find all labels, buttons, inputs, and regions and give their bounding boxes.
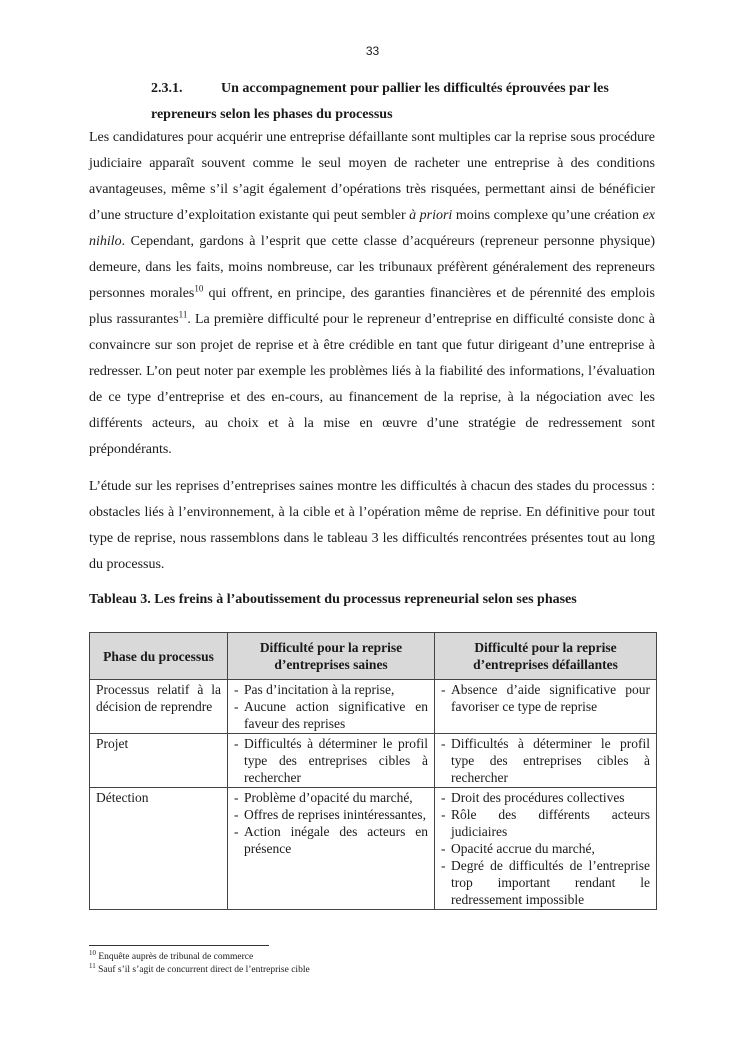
list-item: - Difficultés à déterminer le profil type des entreprises cibles à rechercher [234,735,428,786]
list-item: - Offres de reprises inintéressantes, [234,806,428,823]
section-heading [151,76,656,128]
list-item: - Degré de difficultés de l’entreprise trop important rendant le redressement impossible [441,857,650,908]
table-row [90,788,657,910]
footnote-ref-10[interactable]: 10 [194,283,204,294]
saines-cell [228,788,435,910]
list-item: - Rôle des différents acteurs judiciaires [441,806,650,840]
phase-cell: Projet [90,734,228,788]
italic-term: à priori [409,208,453,223]
footnote-ref-11[interactable]: 11 [178,309,188,320]
paragraph-text: . La première difficulté pour le repreneur d’entreprise en difficulté consiste donc à convaincre sur son projet de reprise et à être crédible en tant que futur dirigeant d’une entreprise à redresser. L’on peut noter par exemple les problèmes liés à la fiabilité des informations, l’évaluation de ce type d’entreprise et des en-cours, au financement de la reprise, à la négociation avec les différents acteurs, au choix et à la mise en œuvre d’une stratégie de redressement sont prépondérants. [89,312,655,457]
page-number: 33 [365,44,380,58]
list-item: - Droit des procédures collectives [441,789,650,806]
paragraph-text: moins complexe qu’une création [452,208,643,223]
phase-cell: Détection [90,788,228,910]
footnote-number: 11 [89,961,96,970]
obstacles-table [89,632,657,910]
paragraph-text: . Cependant, gardons à l’esprit que cette classe d’acquéreurs (repreneur personne physique) demeure, dans les faits, moins nombreuse, car les tribunaux préfèrent généralement des repreneurs personnes morales [89,234,655,301]
section-number: 2.3.1. [151,81,183,96]
table-caption: Tableau 3. Les freins à l’aboutissement du processus repreneurial selon ses phases [89,592,577,607]
footnote-text: Sauf s’il s’agit de concurrent direct de l’entreprise cible [98,965,310,975]
table-row [90,680,657,734]
paragraph-text: qui offrent, en principe, des garanties financières et de pérennité des emplois plus rassurantes [89,286,655,327]
saines-cell [228,680,435,734]
defaillantes-cell [435,680,657,734]
footnotes [89,948,310,977]
paragraph-text: Les candidatures pour acquérir une entreprise défaillante sont multiples car la reprise sous procédure judiciaire apparaît souvent comme le seul moyen de racheter une entreprise à des conditions avantageuses, même s’il s’agit également d’opérations très risquées, permettant ainsi de bénéficier d’une structure d’exploitation existante qui peut sembler [89,130,655,223]
list-item: - Opacité accrue du marché, [441,840,650,857]
footnote-10 [89,948,310,964]
column-header: Phase du processus [90,633,228,680]
list-item: - Action inégale des acteurs en présence [234,823,428,857]
list-item: - Difficultés à déterminer le profil type des entreprises cibles à rechercher [441,735,650,786]
list-item: - Problème d’opacité du marché, [234,789,428,806]
column-header: Difficulté pour la reprise d’entreprises saines [228,633,435,680]
defaillantes-cell [435,788,657,910]
footnote-number: 10 [89,948,96,957]
column-header: Difficulté pour la reprise d’entreprises défaillantes [435,633,657,680]
footnote-text: Enquête auprès de tribunal de commerce [98,952,254,962]
body-paragraph-2: L’étude sur les reprises d’entreprises saines montre les difficultés à chacun des stades du processus : obstacles liés à l’environnement, à la cible et à l’opération même de reprise. En définitive pour tout type de reprise, nous rassemblons dans le tableau 3 les difficultés rencontrées présentes tout au long du processus. [89,479,655,572]
footnote-divider [89,945,269,946]
saines-cell [228,734,435,788]
body-paragraph-1 [89,125,655,463]
footnote-11 [89,961,310,977]
table-row [90,734,657,788]
italic-term: ex nihilo [89,208,655,249]
phase-cell: Processus relatif à la décision de reprendre [90,680,228,734]
defaillantes-cell [435,734,657,788]
section-title: Un accompagnement pour pallier les difficultés éprouvées par les repreneurs selon les phases du processus [151,81,609,122]
list-item: - Absence d’aide significative pour favoriser ce type de reprise [441,681,650,715]
list-item: - Pas d’incitation à la reprise, [234,681,428,698]
list-item: - Aucune action significative en faveur des reprises [234,698,428,732]
table-header-row [90,633,657,680]
